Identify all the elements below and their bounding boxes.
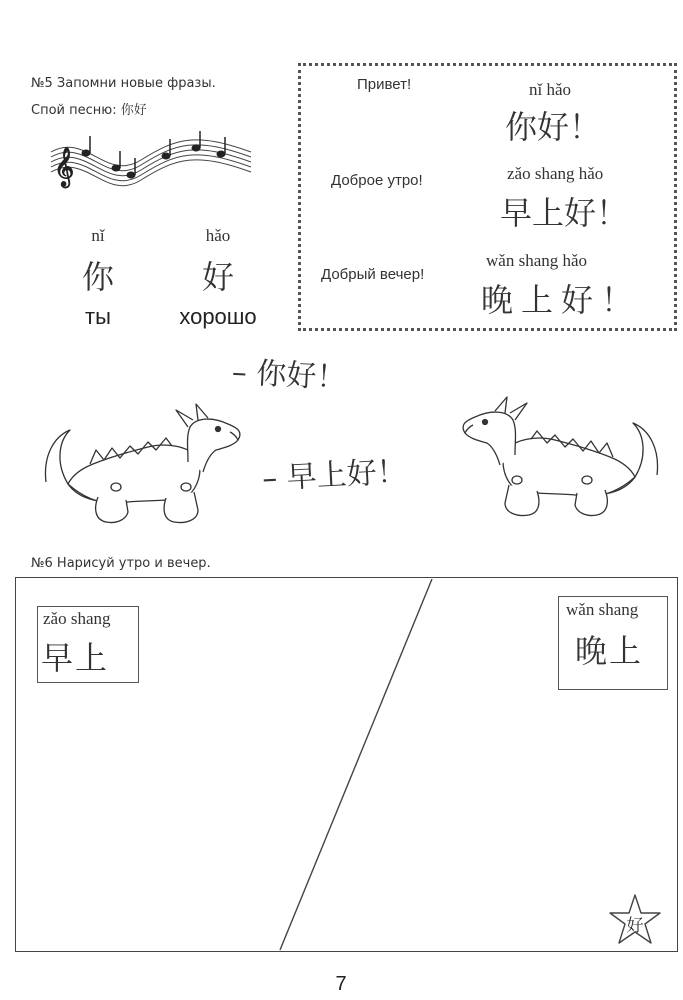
music-staff-illustration xyxy=(46,122,261,192)
phrase-hanzi: 你好！ xyxy=(505,108,602,146)
word-pinyin: hǎo xyxy=(205,226,231,245)
word-translation: хорошо xyxy=(179,304,257,329)
phrase-russian: Добрый вечер! xyxy=(321,266,425,283)
dialogue-line: – 早上好！ xyxy=(261,454,408,497)
page-number: 7 xyxy=(335,973,347,995)
evening-pinyin: wǎn shang xyxy=(566,600,639,619)
exercise5-title: №5 Запомни новые фразы. xyxy=(31,76,216,91)
phrase-russian: Привет! xyxy=(357,76,412,93)
dialogue-line: – 你好！ xyxy=(230,355,348,396)
phrase-pinyin: zǎo shang hǎo xyxy=(507,164,604,183)
dragon-right-illustration xyxy=(455,395,665,525)
dragon-left-illustration xyxy=(38,402,248,532)
phrase-pinyin: nǐ hǎo xyxy=(528,80,572,99)
word-hanzi: 好 xyxy=(201,258,234,296)
word-translation: ты xyxy=(85,304,111,329)
exercise5-subtitle: Спой песню: 你好 xyxy=(31,103,147,118)
phrase-pinyin: wǎn shang hǎo xyxy=(486,251,588,270)
evening-hanzi: 晚上 xyxy=(575,632,644,670)
word-hanzi: 你 xyxy=(81,258,114,296)
exercise6-title: №6 Нарисуй утро и вечер. xyxy=(31,556,211,571)
morning-pinyin: zǎo shang xyxy=(43,609,111,628)
phrase-hanzi: 晚上好！ xyxy=(481,281,642,319)
phrase-hanzi: 早上好！ xyxy=(500,194,629,232)
star-character: 好 xyxy=(626,916,644,936)
phrase-russian: Доброе утро! xyxy=(331,172,423,189)
word-pinyin: nǐ xyxy=(91,226,105,245)
treble-clef-icon: 𝄞 xyxy=(54,147,75,187)
morning-hanzi: 早上 xyxy=(41,639,110,677)
